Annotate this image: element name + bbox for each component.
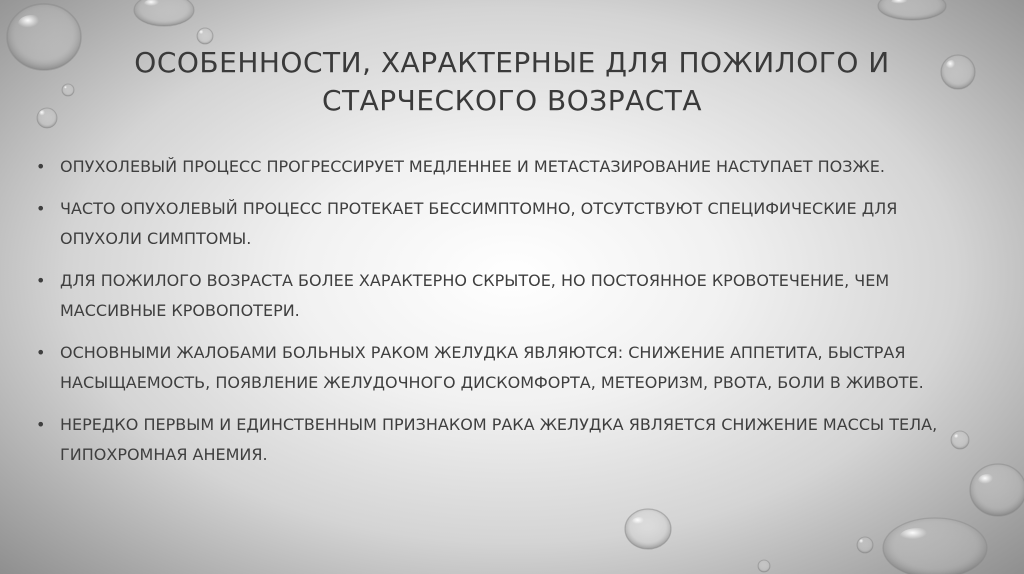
bullet-dot: • [36, 157, 46, 176]
water-drop-icon [134, 0, 194, 26]
list-item [34, 152, 984, 182]
bullet-dot: • [36, 271, 46, 290]
bullet-text: ОСНОВНЫМИ ЖАЛОБАМИ БОЛЬНЫХ РАКОМ ЖЕЛУДКА ЯВЛЯЮТСЯ: СНИЖЕНИЕ АППЕТИТА, БЫСТРАЯ НАСЫЩАЕМОСТЬ, ПОЯВЛЕНИЕ ЖЕЛУДОЧНОГО ДИСКОМФОРТА, МЕТЕОРИЗМ, РВОТА, БОЛИ В ЖИВОТЕ. [60, 343, 924, 392]
water-drop-icon [857, 537, 873, 553]
water-drop-icon [878, 0, 946, 20]
bullet-dot: • [36, 343, 46, 362]
water-drop-icon [197, 28, 213, 44]
list-item [34, 194, 984, 254]
bullet-list [34, 152, 984, 482]
list-item [34, 266, 984, 326]
water-drop-icon [37, 108, 57, 128]
water-drop-icon [758, 560, 770, 572]
water-drop-icon [7, 4, 81, 70]
list-item [34, 338, 984, 398]
water-drop-icon [941, 55, 975, 89]
water-drop-icon [62, 84, 74, 96]
bullet-dot: • [36, 415, 46, 434]
slide-title: ОСОБЕННОСТИ, ХАРАКТЕРНЫЕ ДЛЯ ПОЖИЛОГО И СТАРЧЕСКОГО ВОЗРАСТА [134, 46, 890, 117]
bullet-text: НЕРЕДКО ПЕРВЫМ И ЕДИНСТВЕННЫМ ПРИЗНАКОМ РАКА ЖЕЛУДКА ЯВЛЯЕТСЯ СНИЖЕНИЕ МАССЫ ТЕЛА, ГИПОХРОМНАЯ АНЕМИЯ. [60, 415, 938, 464]
bullet-dot: • [36, 199, 46, 218]
list-item [34, 410, 984, 470]
bullet-text: ДЛЯ ПОЖИЛОГО ВОЗРАСТА БОЛЕЕ ХАРАКТЕРНО СКРЫТОЕ, НО ПОСТОЯННОЕ КРОВОТЕЧЕНИЕ, ЧЕМ МАССИВНЫЕ КРОВОПОТЕРИ. [60, 271, 890, 320]
water-drop-icon [883, 518, 987, 574]
water-drop-icon [625, 509, 671, 549]
bullet-text: ОПУХОЛЕВЫЙ ПРОЦЕСС ПРОГРЕССИРУЕТ МЕДЛЕННЕЕ И МЕТАСТАЗИРОВАНИЕ НАСТУПАЕТ ПОЗЖЕ. [60, 157, 885, 176]
bullet-text: ЧАСТО ОПУХОЛЕВЫЙ ПРОЦЕСС ПРОТЕКАЕТ БЕССИМПТОМНО, ОТСУТСТВУЮТ СПЕЦИФИЧЕСКИЕ ДЛЯ ОПУХОЛИ СИМПТОМЫ. [60, 199, 898, 248]
